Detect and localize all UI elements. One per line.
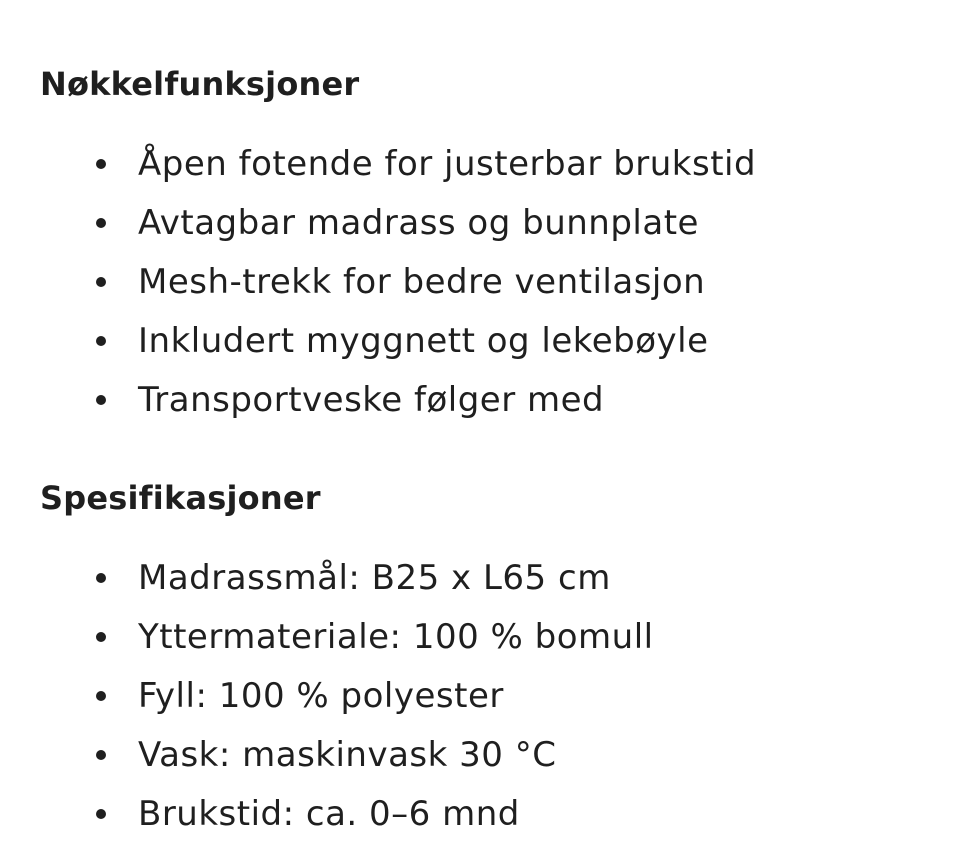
- bullet-icon: [96, 632, 106, 642]
- bullet-icon: [96, 159, 106, 169]
- bullet-icon: [96, 277, 106, 287]
- bullet-icon: [96, 691, 106, 701]
- list-item-text: Brukstid: ca. 0–6 mnd: [138, 793, 520, 834]
- specifications-heading: Spesifikasjoner: [40, 479, 321, 517]
- list-item-text: Vask: maskinvask 30 °C: [138, 734, 557, 775]
- list-item-text: Transportveske følger med: [138, 379, 605, 420]
- list-item-text: Avtagbar madrass og bunnplate: [138, 202, 699, 243]
- list-item-text: Åpen fotende for justerbar brukstid: [138, 143, 757, 184]
- bullet-icon: [96, 218, 106, 228]
- bullet-icon: [96, 750, 106, 760]
- key-features-heading: Nøkkelfunksjoner: [40, 65, 360, 103]
- list-item-text: Mesh-trekk for bedre ventilasjon: [138, 261, 706, 302]
- list-item-text: Fyll: 100 % polyester: [138, 675, 504, 716]
- bullet-icon: [96, 336, 106, 346]
- bullet-icon: [96, 573, 106, 583]
- list-item-text: Yttermateriale: 100 % bomull: [138, 616, 654, 657]
- bullet-icon: [96, 809, 106, 819]
- bullet-icon: [96, 395, 106, 405]
- list-item-text: Inkludert myggnett og lekebøyle: [138, 320, 709, 361]
- list-item-text: Madrassmål: B25 x L65 cm: [138, 557, 611, 598]
